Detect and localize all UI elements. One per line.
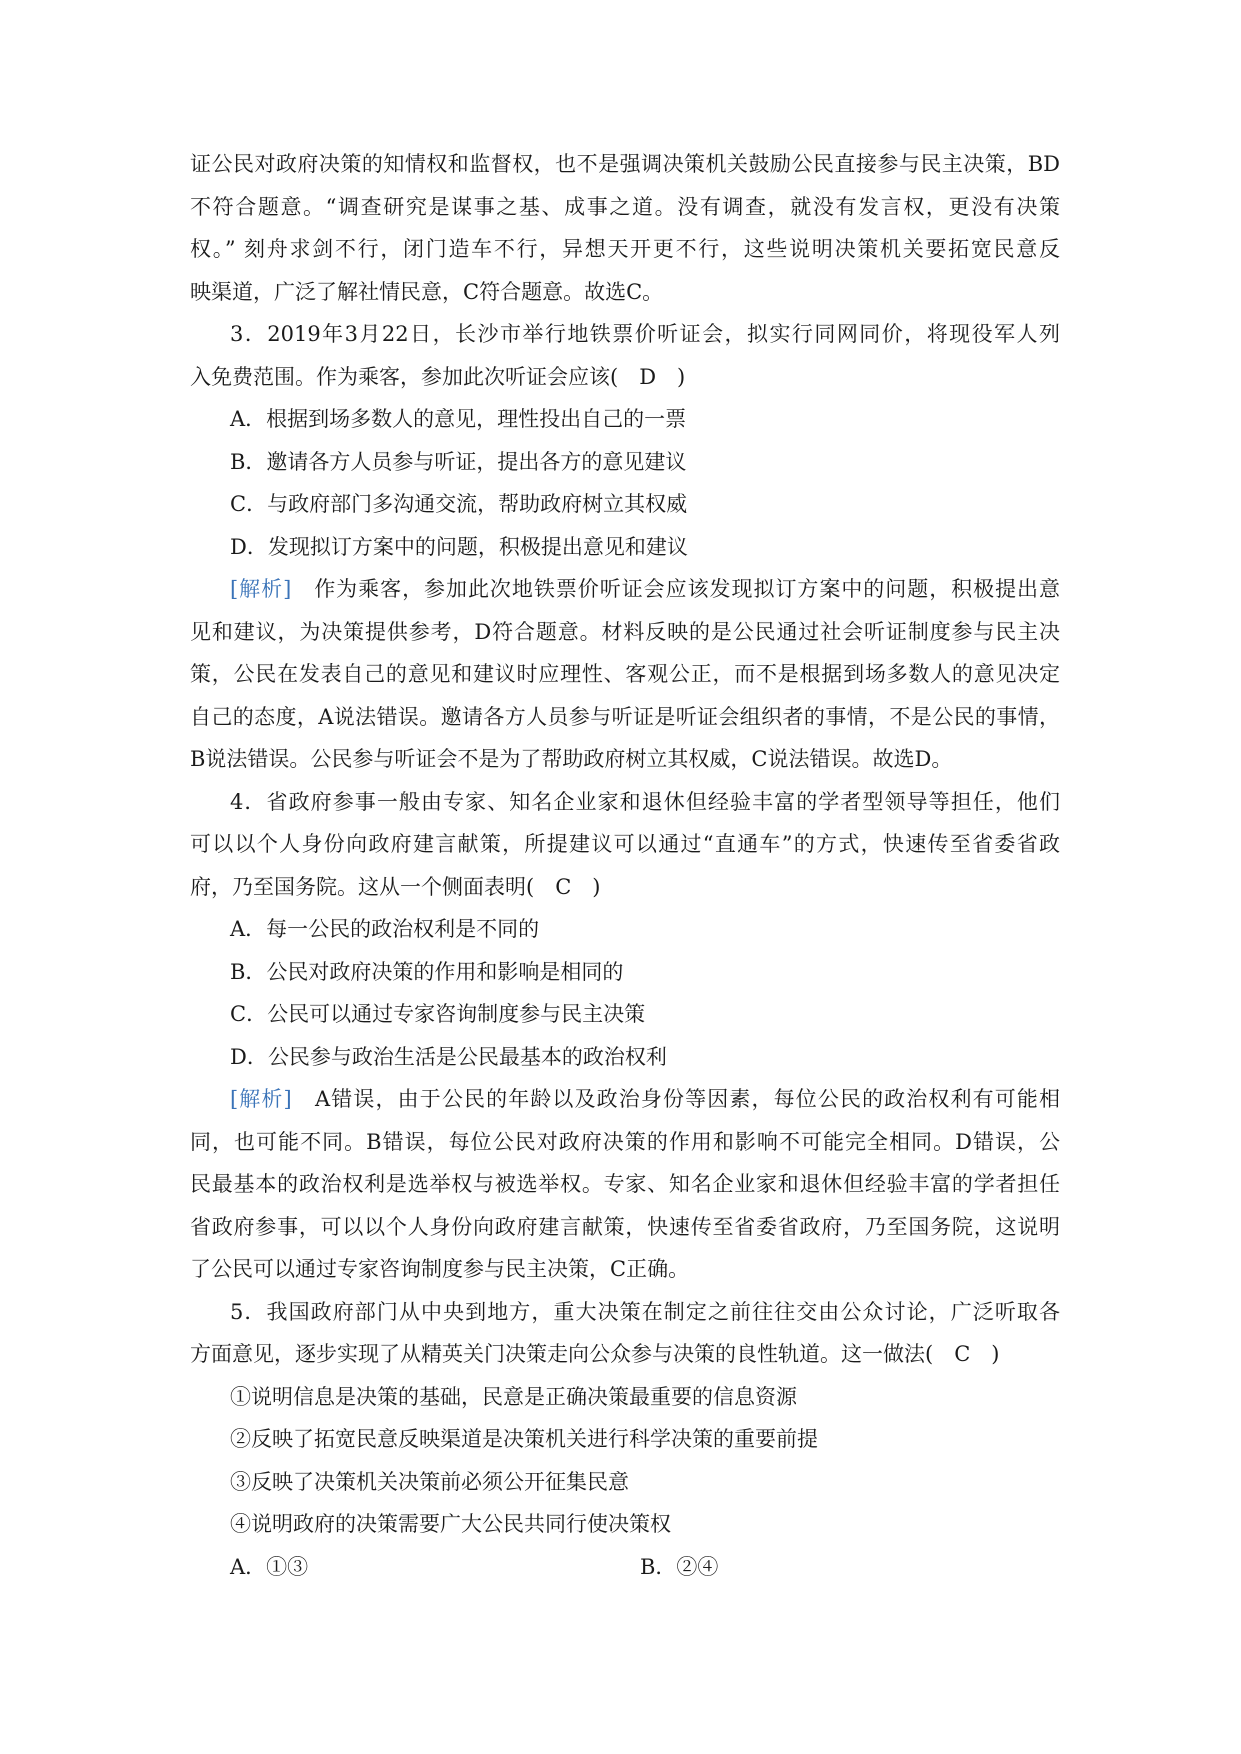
text-line: 不符合题意。“调查研究是谋事之基、成事之道。没有调查，就没有发言权，更没有决策 — [190, 194, 1060, 219]
option-c: C．与政府部门多沟通交流，帮助政府树立其权威 — [230, 492, 688, 516]
analysis-line: 省政府参事，可以以个人身份向政府建言献策，快速传至省委省政府，乃至国务院，这说明 — [190, 1214, 1060, 1239]
analysis-text: A错误，由于公民的年龄以及政治身份等因素，每位公民的政治权利有可能相 — [314, 1087, 1060, 1111]
option-b: B．②④ — [640, 1554, 719, 1579]
option-d: D．发现拟订方案中的问题，积极提出意见和建议 — [230, 534, 688, 559]
option-a: A．每一公民的政治权利是不同的 — [230, 917, 540, 941]
text-line: 映渠道，广泛了解社情民意，C符合题意。故选C。 — [190, 279, 664, 304]
option-row — [190, 1546, 1060, 1589]
question-5 — [190, 1291, 1060, 1589]
text-line: 证公民对政府决策的知情权和监督权，也不是强调决策机关鼓励公民直接参与民主决策，BD — [190, 152, 1060, 176]
question-stem: 入免费范围。作为乘客，参加此次听证会应该( D ) — [190, 364, 686, 389]
option-b: B．邀请各方人员参与听证，提出各方的意见建议 — [230, 449, 687, 474]
analysis-first-line — [190, 568, 1060, 611]
option-a: A．①③ — [230, 1554, 309, 1579]
option-c: C．公民可以通过专家咨询制度参与民主决策 — [230, 1002, 646, 1026]
analysis-text: 作为乘客，参加此次地铁票价听证会应该发现拟订方案中的问题，积极提出意 — [314, 577, 1060, 601]
analysis-tag: [解析] — [230, 1087, 292, 1111]
question-stem: 府，乃至国务院。这从一个侧面表明( C ) — [190, 874, 601, 899]
analysis-line: B说法错误。公民参与听证会不是为了帮助政府树立其权威，C说法错误。故选D。 — [190, 747, 953, 771]
question-stem: 3．2019年3月22日，长沙市举行地铁票价听证会，拟实行同网同价，将现役军人列 — [230, 322, 1060, 346]
analysis-line: 见和建议，为决策提供参考，D符合题意。材料反映的是公民通过社会听证制度参与民主决 — [190, 619, 1060, 644]
question-4 — [190, 781, 1060, 1291]
statement-2: ②反映了拓宽民意反映渠道是决策机关进行科学决策的重要前提 — [230, 1427, 818, 1451]
text-line: 权。” 刻舟求剑不行，闭门造车不行，异想天开更不行，这些说明决策机关要拓宽民意反 — [190, 237, 1060, 261]
analysis-line: 自己的态度，A说法错误。邀请各方人员参与听证是听证会组织者的事情，不是公民的事情， — [190, 704, 1060, 729]
analysis-line: 同，也可能不同。B错误，每位公民对政府决策的作用和影响不可能完全相同。D错误，公 — [190, 1129, 1060, 1154]
question-stem: 方面意见，逐步实现了从精英关门决策走向公众参与决策的良性轨道。这一做法( C ) — [190, 1342, 1000, 1366]
option-d: D．公民参与政治生活是公民最基本的政治权利 — [230, 1044, 667, 1069]
question-stem: 4．省政府参事一般由专家、知名企业家和退休但经验丰富的学者型领导等担任，他们 — [230, 789, 1060, 814]
statement-1: ①说明信息是决策的基础，民意是正确决策最重要的信息资源 — [230, 1384, 797, 1409]
analysis-line: 了公民可以通过专家咨询制度参与民主决策，C正确。 — [190, 1257, 690, 1281]
question-stem: 可以以个人身份向政府建言献策，所提建议可以通过“直通车”的方式，快速传至省委省政 — [190, 832, 1060, 856]
statement-4: ④说明政府的决策需要广大公民共同行使决策权 — [230, 1512, 671, 1536]
statement-3: ③反映了决策机关决策前必须公开征集民意 — [230, 1469, 629, 1494]
analysis-line: 策，公民在发表自己的意见和建议时应理性、客观公正，而不是根据到场多数人的意见决定 — [190, 662, 1060, 686]
analysis-first-line — [190, 1078, 1060, 1121]
question-stem: 5．我国政府部门从中央到地方，重大决策在制定之前往往交由公众讨论，广泛听取各 — [230, 1299, 1060, 1324]
question-3 — [190, 313, 1060, 781]
prev-analysis — [190, 143, 1060, 313]
option-a: A．根据到场多数人的意见，理性投出自己的一票 — [230, 407, 687, 431]
analysis-line: 民最基本的政治权利是选举权与被选举权。专家、知名企业家和退休但经验丰富的学者担任 — [190, 1172, 1060, 1196]
option-b: B．公民对政府决策的作用和影响是相同的 — [230, 959, 624, 984]
document-content — [190, 143, 1060, 1588]
analysis-tag: [解析] — [230, 577, 292, 601]
